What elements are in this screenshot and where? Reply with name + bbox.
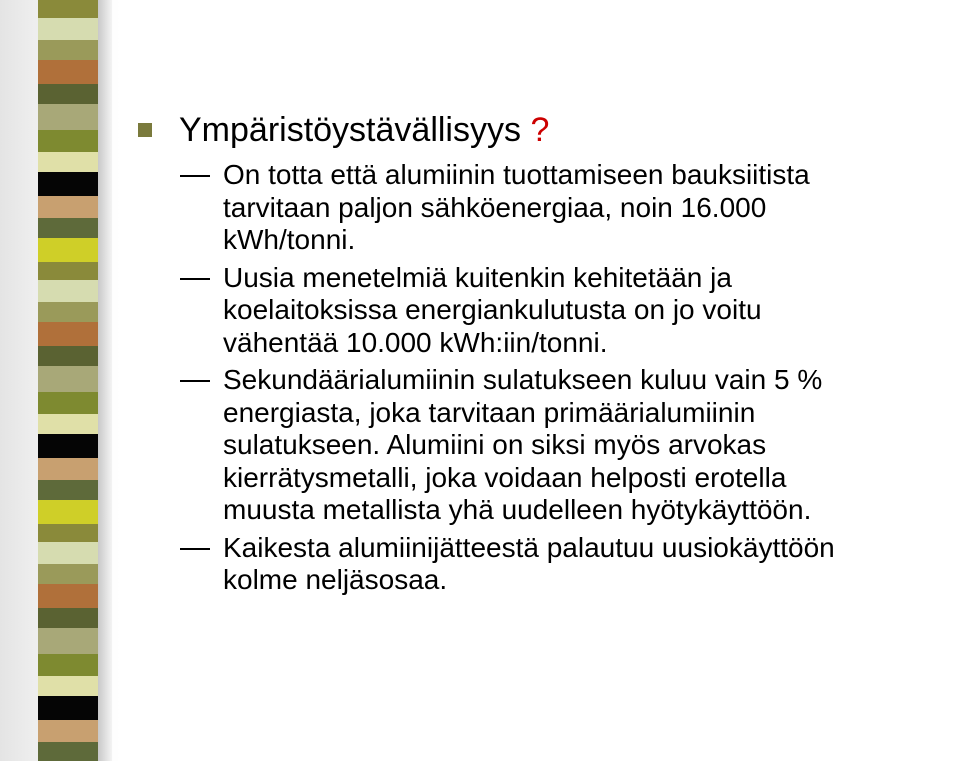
stripe-segment [38,280,98,302]
stripe-segment [38,654,98,676]
stripe-segment [38,392,98,414]
stripe-segment [38,196,98,218]
sub-point-text: Kaikesta alumiinijätteestä palautuu uusiokäyttöön kolme neljäsosaa. [223,531,835,595]
stripe-segment [38,346,98,366]
stripe-segment [38,322,98,346]
stripe-segment [38,302,98,322]
stripe-segment [38,524,98,542]
stripe-shadow-edge [98,0,112,761]
sub-point-2 [138,262,960,360]
stripe-segment [38,172,98,196]
stripe-segment [38,84,98,104]
sub-point-1 [138,159,960,257]
stripe-segment [38,0,98,18]
sub-point-text: Sekundäärialumiinin sulatukseen kuluu vain 5 % energiasta, joka tarvitaan primäärialumiinin sulatukseen. Alumiini on siksi myös arvokas kierrätysmetalli, joka voidaan helposti erotella muusta metallista yhä uudelleen hyötykäyttöön. [223,364,823,525]
stripe-segment [38,676,98,696]
square-bullet-icon [138,123,152,137]
stripe-segment [38,584,98,608]
stripe-segment [38,130,98,152]
stripe-segment [38,542,98,564]
stripe-segment [38,696,98,720]
stripe-segment [38,480,98,500]
stripe-segment [38,458,98,480]
sub-point-text: On totta että alumiinin tuottamiseen bauksiitista tarvitaan paljon sähköenergiaa, noin 16.000 kWh/tonni. [223,159,810,255]
stripe-segment [38,40,98,60]
stripe-segment [38,238,98,262]
slide-content [138,108,960,597]
decorative-stripe [38,0,98,761]
stripe-segment [38,564,98,584]
title-row [138,108,960,154]
stripe-segment [38,152,98,172]
stripe-segment [38,218,98,238]
slide-heading [179,108,549,152]
heading-text: Ympäristöystävällisyys [179,111,521,149]
sub-point-3 [138,364,960,527]
stripe-segment [38,414,98,434]
stripe-segment [38,608,98,628]
stripe-segment [38,500,98,524]
stripe-segment [38,720,98,742]
stripe-segment [38,628,98,654]
sub-point-4 [138,532,960,597]
stripe-segment [38,742,98,761]
stripe-segment [38,434,98,458]
stripe-segment [38,366,98,392]
stripe-segment [38,104,98,130]
heading-question-mark: ? [530,111,550,149]
stripe-segment [38,60,98,84]
stripe-segment [38,18,98,40]
stripe-segment [38,262,98,280]
sub-point-text: Uusia menetelmiä kuitenkin kehitetään ja koelaitoksissa energiankulutusta on jo voitu vähentää 10.000 kWh:iin/tonni. [223,261,762,358]
